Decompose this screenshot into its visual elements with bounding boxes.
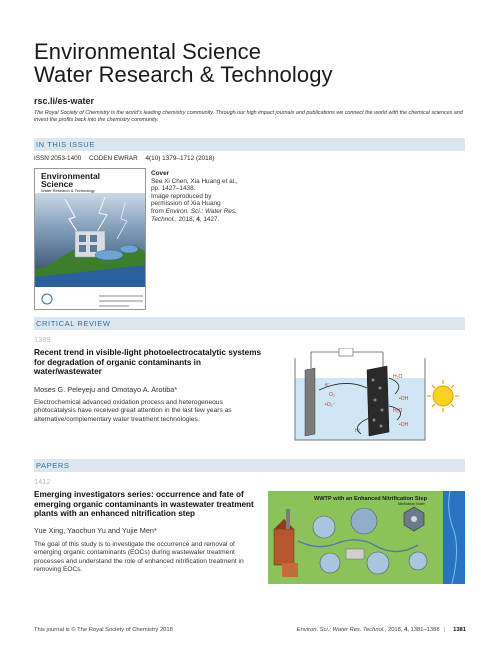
cover-line6-year: , 2018, bbox=[174, 215, 197, 223]
cover-line6-volume: 4 bbox=[196, 215, 200, 223]
journal-title-line1: Environmental Science bbox=[34, 39, 262, 64]
cover-image[interactable] bbox=[34, 168, 146, 310]
journal-title-line2: Water Research & Technology bbox=[34, 62, 333, 87]
cover-line5 bbox=[151, 208, 281, 216]
volume-info: 4(10) 1379–1712 (2018) bbox=[145, 155, 215, 162]
section-bar-in-this-issue bbox=[34, 138, 465, 151]
journal-title bbox=[34, 40, 474, 86]
footer-journal: Environ. Sci.: Water Res. Technol. bbox=[296, 627, 385, 633]
cover-line5-a: from bbox=[151, 207, 166, 215]
issn: ISSN 2053-1400 bbox=[34, 155, 82, 162]
section-header-critical-review: CRITICAL REVIEW bbox=[36, 319, 111, 328]
review-graphic bbox=[285, 348, 465, 444]
issn-line bbox=[34, 155, 220, 162]
label-water-2: H₂O bbox=[393, 408, 403, 414]
photoelectrocatalysis-diagram bbox=[285, 348, 465, 444]
journal-url-link[interactable]: rsc.li/es-water bbox=[34, 96, 95, 106]
review-abstract: Electrochemical advanced oxidation process and heterogeneous photocatalysis have received great attention in the last few years as alternative/complementary water treatment technologies. bbox=[34, 399, 232, 423]
label-superoxide: •O₂⁻ bbox=[325, 402, 336, 408]
footer-separator: | bbox=[443, 627, 446, 633]
paper-abstract: The goal of this study is to investigate the occurrence and removal of emerging organic contaminants (EOCs) during wastewater treatment processes and understand the role of enhanced nitrification treatment in removing EOCs. bbox=[34, 541, 244, 574]
label-hydroxyl-1: •OH bbox=[399, 396, 409, 402]
cover-heading: Cover bbox=[151, 170, 170, 177]
footer-page-number: 1381 bbox=[453, 627, 466, 633]
paper-page-number: 1412 bbox=[34, 477, 51, 486]
label-electron: e⁻ bbox=[325, 382, 331, 388]
paper-title-link[interactable]: Emerging investigators series: occurrence and fate of emerging organic contaminants in wastewater treatment plants with an enhanced nitrification step bbox=[34, 490, 254, 519]
label-hole: h⁺ bbox=[355, 428, 361, 434]
cover-line4: permission of Xia Huang bbox=[151, 200, 221, 208]
cover-line3: Image reproduced by bbox=[151, 192, 212, 200]
cover-line2: pp. 1427–1438. bbox=[151, 185, 196, 193]
paper-authors: Yue Xing, Yaochun Yu and Yujie Men* bbox=[34, 526, 157, 535]
cover-image-title-2: Science bbox=[41, 179, 74, 189]
footer-citation bbox=[297, 627, 466, 633]
cover-line6-page: , 1427. bbox=[199, 215, 220, 223]
cover-illustration bbox=[35, 169, 146, 310]
footer-volume: 4 bbox=[404, 627, 408, 633]
wwtp-nitrification-label: Nitrification Tower bbox=[398, 502, 425, 506]
section-bar-papers bbox=[34, 459, 465, 472]
cover-line6 bbox=[151, 216, 281, 224]
paper-graphic bbox=[268, 491, 465, 584]
review-authors: Moses G. Peleyeju and Omotayo A. Arotiba* bbox=[34, 385, 178, 394]
label-water-1: H₂O bbox=[393, 374, 403, 380]
cover-image-title-3: Water Research & Technology bbox=[41, 188, 95, 193]
review-title-link[interactable]: Recent trend in visible-light photoelectrocatalytic systems for degradation of organic contaminants in water/wastewater bbox=[34, 348, 262, 377]
cover-description bbox=[151, 170, 281, 223]
cover-line1: See Xi Chen, Xia Huang et al., bbox=[151, 177, 238, 185]
journal-blurb: The Royal Society of Chemistry is the world's leading chemistry community. Through our high impact journals and publications we connect the world with the chemical sciences and invest the profits back into the chemistry community. bbox=[34, 110, 463, 124]
label-oxygen: O₂ bbox=[329, 392, 335, 398]
section-header-papers: PAPERS bbox=[36, 461, 70, 470]
wwtp-diagram bbox=[268, 491, 465, 584]
footer-pages: , 1381–1388 bbox=[407, 627, 440, 633]
cover-line6-journal: Technol. bbox=[151, 215, 175, 223]
footer-year: , 2018, bbox=[384, 627, 405, 633]
footer-copyright: This journal is © The Royal Society of Chemistry 2018 bbox=[34, 627, 173, 633]
coden: CODEN EWRAR bbox=[89, 155, 138, 162]
cover-image-title-1: Environmental bbox=[41, 171, 101, 181]
cover-line5-journal: Environ. Sci.: Water Res. bbox=[165, 207, 237, 215]
review-page-number: 1389 bbox=[34, 335, 51, 344]
label-hydroxyl-2: •OH bbox=[399, 422, 409, 428]
section-header-in-this-issue: IN THIS ISSUE bbox=[36, 140, 95, 149]
wwtp-diagram-title: WWTP with an Enhanced Nitrification Step bbox=[314, 496, 428, 502]
section-bar-critical-review bbox=[34, 317, 465, 330]
